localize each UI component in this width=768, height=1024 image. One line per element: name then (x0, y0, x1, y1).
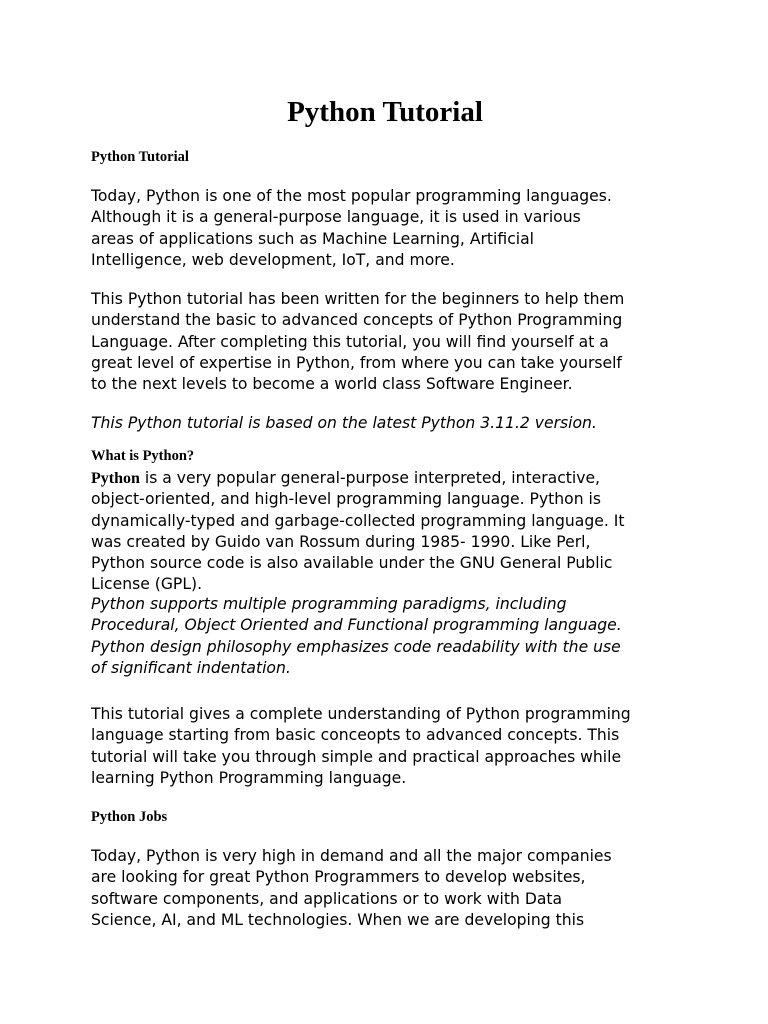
intro-paragraph-2: This Python tutorial has been written for the beginners to help them understand the basic to advanced concepts of Python Programming Language. After completing this tutorial, you will find yourself at a great level of expertise in Python, from where you can take yourself to the next levels to become a world class Software Engineer. (91, 290, 625, 394)
section-heading-what-is-python: What is Python? (91, 448, 195, 464)
understanding-paragraph: This tutorial gives a complete understanding of Python programming language starting from basic conceopts to advanced concepts. This tutorial will take you through simple and practical approaches while learning Python Programming language. (91, 705, 631, 787)
intro-paragraph-1: Today, Python is one of the most popular programming languages. Although it is a general-purpose language, it is used in various areas of applications such as Machine Learning, Artificial Intelligence, web development, IoT, and more. (91, 187, 612, 269)
page-title: Python Tutorial (287, 96, 483, 128)
section-heading-python-tutorial: Python Tutorial (91, 149, 189, 165)
python-lead-word: Python (91, 470, 140, 487)
what-is-python-text: is a very popular general-purpose interpreted, interactive, object-oriented, and high-level programming language. Python is dynamically-typed and garbage-collected programming language. It was created by Guido van Rossum during 1985- 1990. Like Perl, Python source code is also available under the GNU General Public License (GPL). (91, 469, 625, 594)
section-heading-python-jobs: Python Jobs (91, 809, 168, 825)
version-note: This Python tutorial is based on the latest Python 3.11.2 version. (91, 414, 597, 432)
what-is-python-paragraph (91, 468, 691, 596)
jobs-paragraph: Today, Python is very high in demand and all the major companies are looking for great Python Programmers to develop websites, software components, and applications or to work with Data Science, AI, and ML technologies. When we are developing this (91, 847, 612, 929)
paradigms-paragraph: Python supports multiple programming paradigms, including Procedural, Object Oriented and Functional programming language. Python design philosophy emphasizes code readability with the use of significant indentation. (91, 595, 622, 677)
